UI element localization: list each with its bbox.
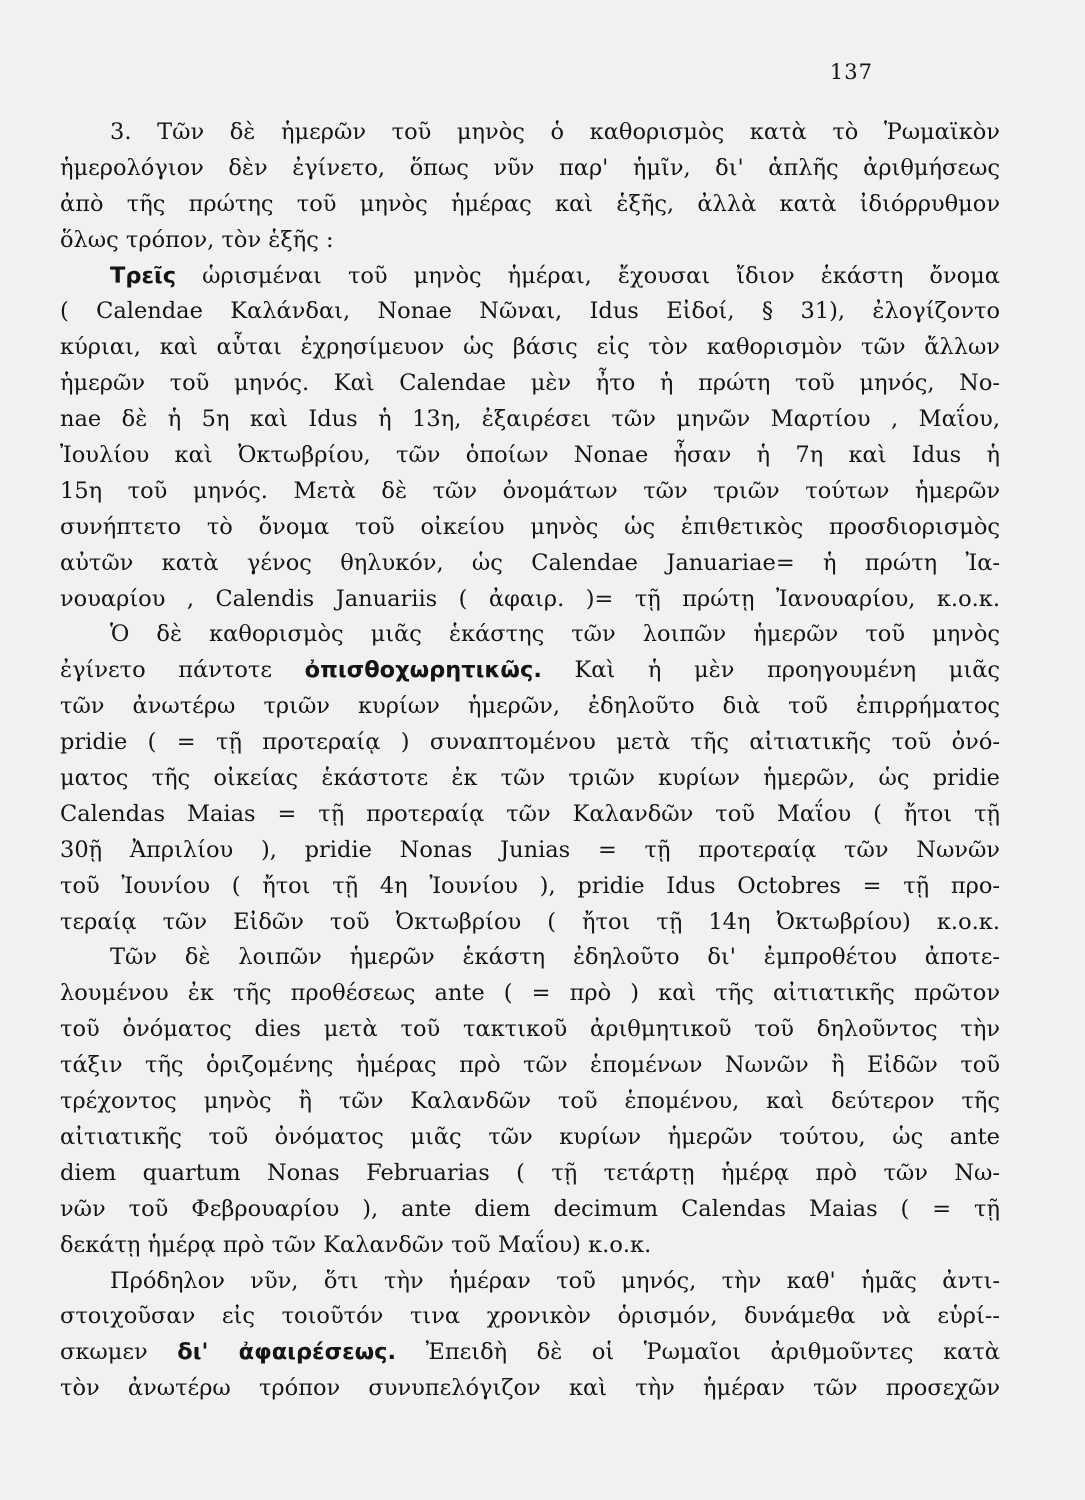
text-line: τεραίᾳ τῶν Εἰδῶν τοῦ Ὀκτωβρίου ( ἤτοι τῇ 14η Ὀκτωβρίου) κ.ο.κ. — [60, 908, 1000, 935]
text-line: 3. Τῶν δὲ ἡμερῶν τοῦ μηνὸς ὁ καθορισμὸς κατὰ τὸ Ῥωμαϊκὸν — [110, 119, 1000, 145]
text-line: αὐτῶν κατὰ γένος θηλυκόν, ὡς Calendae Januariae= ἡ πρώτη Ἰα- — [60, 549, 1000, 576]
text-line: νῶν τοῦ Φεβρουαρίου ), ante diem decimum Calendas Maias ( = τῇ — [60, 1195, 1000, 1222]
text-line: τοῦ Ἰουνίου ( ἤτοι τῇ 4η Ἰουνίου ), pridie Idus Octobres = τῇ προ- — [60, 872, 1000, 899]
text-line: Πρόδηλον νῦν, ὅτι τὴν ἡμέραν τοῦ μηνός, τὴν καθ' ἡμᾶς ἀντι- — [110, 1267, 1000, 1294]
text-line — [60, 259, 1000, 295]
paragraph — [60, 940, 1000, 1263]
text-line: Ἰουλίου καὶ Ὀκτωβρίου, τῶν ὁποίων Nonae ἦσαν ἡ 7η καὶ Idus ἡ — [60, 442, 1000, 469]
text-line: nae δὲ ἡ 5η καὶ Idus ἡ 13η, ἐξαιρέσει τῶν μηνῶν Μαρτίου , Μαΐου, — [60, 406, 1000, 433]
text-line — [60, 653, 1000, 689]
text-line: ( Calendae Καλάνδαι, Nonae Νῶναι, Idus Εἰδοί, § 31), ἐλογίζοντο — [60, 298, 1000, 325]
text-line: 30ῇ Ἀπριλίου ), pridie Nonas Junias = τῇ προτεραίᾳ τῶν Νωνῶν — [60, 836, 1000, 863]
paragraph — [60, 1264, 1000, 1408]
text-line: στοιχοῦσαν εἰς τοιοῦτόν τινα χρονικὸν ὁρισμόν, δυνάμεθα νὰ εὑρί-- — [60, 1303, 1000, 1330]
text-line: αἰτιατικῆς τοῦ ὀνόματος μιᾶς τῶν κυρίων ἡμερῶν τούτου, ὡς ante — [60, 1123, 1000, 1150]
text-line: τάξιν τῆς ὁριζομένης ἡμέρας πρὸ τῶν ἑπομένων Νωνῶν ἢ Εἰδῶν τοῦ — [60, 1052, 1000, 1079]
text-line: τρέχοντος μηνὸς ἢ τῶν Καλανδῶν τοῦ ἑπομένου, καὶ δεύτερον τῆς — [60, 1088, 1000, 1115]
text-run: ὡρισμέναι τοῦ μηνὸς ἡμέραι, ἔχουσαι ἴδιον ἑκάστη ὄνομα — [176, 262, 1000, 289]
text-run: Ἐπειδὴ δὲ οἱ Ῥωμαῖοι ἀριθμοῦντες κατὰ — [396, 1339, 1000, 1366]
text-line: pridie ( = τῇ προτεραίᾳ ) συναπτομένου μετὰ τῆς αἰτιατικῆς τοῦ ὀνό- — [60, 729, 1000, 756]
text-line: συνήπτετο τὸ ὄνομα τοῦ οἰκείου μηνὸς ὡς ἐπιθετικὸς προσδιορισμὸς — [60, 513, 1000, 540]
text-line: ματος τῆς οἰκείας ἑκάστοτε ἐκ τῶν τριῶν κυρίων ἡμερῶν, ὡς pridie — [60, 765, 1000, 792]
text-line — [60, 1335, 1000, 1371]
text-line: νουαρίου , Calendis Januariis ( ἀφαιρ. )= τῇ πρώτῃ Ἰανουαρίου, κ.ο.κ. — [60, 585, 1000, 612]
text-run: ἐγίνετο πάντοτε — [60, 657, 305, 684]
bold-term: Τρεῖς — [110, 262, 177, 289]
text-run: Καὶ ἡ μὲν προηγουμένη μιᾶς — [541, 657, 1000, 684]
text-line: Τῶν δὲ λοιπῶν ἡμερῶν ἑκάστη ἐδηλοῦτο δι' ἐμπροθέτου ἀποτε- — [110, 944, 1000, 971]
text-line: Calendas Maias = τῇ προτεραίᾳ τῶν Καλανδῶν τοῦ Μαΐου ( ἤτοι τῇ — [60, 800, 1000, 827]
bold-term: ὀπισθοχωρητικῶς. — [304, 657, 542, 684]
text-line: diem quartum Nonas Februarias ( τῇ τετάρτῃ ἡμέρᾳ πρὸ τῶν Νω- — [60, 1159, 1000, 1186]
text-line: κύριαι, καὶ αὗται ἐχρησίμευον ὡς βάσις εἰς τὸν καθορισμὸν τῶν ἄλλων — [60, 334, 1000, 361]
body-text — [60, 115, 1000, 1407]
text-line: ὅλως τρόπον, τὸν ἑξῆς : — [60, 226, 334, 253]
text-line: τῶν ἀνωτέρω τριῶν κυρίων ἡμερῶν, ἐδηλοῦτο διὰ τοῦ ἐπιρρήματος — [60, 693, 1000, 720]
text-run: σκωμεν — [60, 1339, 178, 1366]
text-line: δεκάτῃ ἡμέρᾳ πρὸ τῶν Καλανδῶν τοῦ Μαΐου) κ.ο.κ. — [60, 1231, 652, 1258]
text-line: ἀπὸ τῆς πρώτης τοῦ μηνὸς ἡμέρας καὶ ἑξῆς, ἀλλὰ κατὰ ἰδιόρρυθμον — [60, 190, 1000, 217]
text-line: ἡμερῶν τοῦ μηνός. Καὶ Calendae μὲν ἦτο ἡ πρώτη τοῦ μηνός, No- — [60, 370, 1000, 397]
paragraph — [60, 617, 1000, 940]
text-line: τὸν ἀνωτέρω τρόπον συνυπελόγιζον καὶ τὴν ἡμέραν τῶν προσεχῶν — [60, 1375, 1000, 1402]
text-line: τοῦ ὀνόματος dies μετὰ τοῦ τακτικοῦ ἀριθμητικοῦ τοῦ δηλοῦντος τὴν — [60, 1016, 1000, 1043]
text-line: 15η τοῦ μηνός. Μετὰ δὲ τῶν ὀνομάτων τῶν τριῶν τούτων ἡμερῶν — [60, 477, 1000, 504]
page-number: 137 — [829, 60, 873, 84]
text-line: Ὁ δὲ καθορισμὸς μιᾶς ἑκάστης τῶν λοιπῶν ἡμερῶν τοῦ μηνὸς — [110, 621, 1000, 648]
text-line: λουμένου ἐκ τῆς προθέσεως ante ( = πρὸ ) καὶ τῆς αἰτιατικῆς πρῶτον — [60, 980, 1000, 1007]
paragraph — [60, 115, 1000, 617]
bold-term: δι' ἀφαιρέσεως. — [177, 1339, 397, 1366]
text-line: ἡμερολόγιον δὲν ἐγίνετο, ὅπως νῦν παρ' ἡμῖν, δι' ἁπλῆς ἀριθμήσεως — [60, 154, 1000, 181]
